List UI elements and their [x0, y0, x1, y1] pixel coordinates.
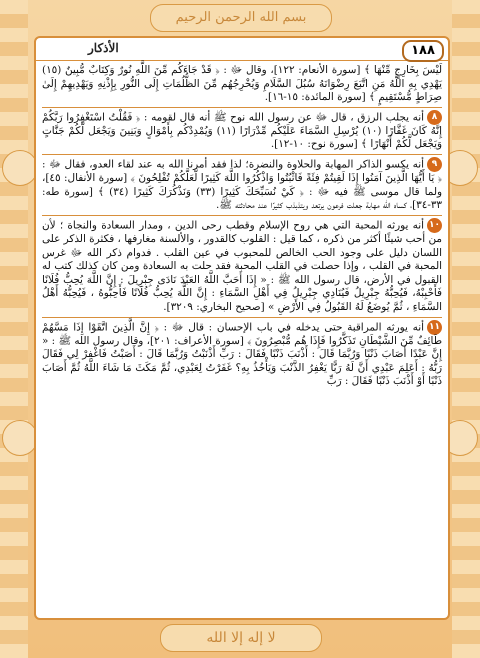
divider: [42, 215, 442, 216]
point-number: ٨: [427, 110, 442, 125]
paragraph-text: أنه يكسو الذاكر المهابة والحلاوة والنضرة؛ لذا فقد أمرنا الله به عند لقاء العدو، فقال ﷻ : ﴿ يَا أَيُّهَا الَّذِينَ آمَنُوا إِذَا لَقِيتُمْ فِئَةً فَاثْبُتُوا وَاذْكُرُوا اللَّهَ كَثِيرًا لَّعَلَّكُمْ تُفْلِحُونَ ﴾ [سورة الأنفال: ٤٥]، ولما قال موسى ﷺ فيه ﷻ : ﴿ كَيْ نُسَبِّحَكَ كَثِيرًا (٣٣) وَنَذْكُرَكَ كَثِيرًا (٣٤) ﴾ [سورة طه: ٣٣-٣٤]، كساه الله مهابة جعلت فرعون يرتعد ويتذبذب كثيرًا عند محادثته ﷺ.: [42, 158, 443, 212]
divider: [42, 317, 442, 318]
text-page: [34, 36, 450, 620]
divider: [42, 107, 442, 108]
left-emblem-bottom: [2, 420, 38, 456]
paragraph-text: أنه يورثه المحبة التي هي روح الإسلام وقطب رحى الدين ، ومدار السعادة والنجاة ؛ لأن من أحب شيئًا أكثر من ذكره ، كما قيل : القلوب كالقدور ، والألسنة مغارفها ، فكثرة الذكر على اللسان دليل على وجود الحب الخالص للمحبوب في عين القلب . فدوام ذكر الله ﷻ غرس المحبة في القلب ، وإذا حصلت في القلب المحبة فقد حلت به السعادة ومن كان كذلك كتب له القبول في الأرض، قال رسول الله ﷺ : « إِذَا أَحَبَّ اللَّهُ العَبْدَ نَادَى جِبْرِيلَ : إِنَّ اللَّهَ يُحِبُّ فُلَانًا فَأَحْبِبْهُ، فَيُحِبُّهُ جِبْرِيلُ فَيُنَادِي جِبْرِيلُ فِي أَهْلِ السَّمَاءِ : إِنَّ اللَّهَ يُحِبُّ فُلَانًا فَأَحِبُّوهُ ، فَيُحِبُّهُ أَهْلُ السَّمَاءِ ، ثُمَّ يُوضَعُ لَهُ القَبُولُ فِي الأَرْضِ » [صحيح البخاري: ٣٢٠٩].: [42, 219, 442, 313]
paragraph: [42, 110, 442, 152]
top-calligraphy-banner: بسم الله الرحمن الرحيم: [150, 4, 332, 32]
paragraph-text: لَيْسَ بِخَارِجٍ مِّنْهَا ﴾ [سورة الأنعام: ١٢٢]، وقال ﷻ : ﴿ قَدْ جَاءَكُم مِّنَ اللَّهِ نُورٌ وَكِتَابٌ مُّبِينٌ (١٥) يَهْدِي بِهِ اللَّهُ مَنِ اتَّبَعَ رِضْوَانَهُ سُبُلَ السَّلَامِ وَيُخْرِجُهُم مِّنَ الظُّلُمَاتِ إِلَى النُّورِ بِإِذْنِهِ وَيَهْدِيهِمْ إِلَىٰ صِرَاطٍ مُّسْتَقِيمٍ ﴾ [سورة المائدة: ١٥-١٦].: [42, 64, 442, 104]
paragraph-text: أنه يجلب الرزق ، قال ﷻ عن رسول الله نوح ﷺ أنه قال لقومه : ﴿ فَقُلْتُ اسْتَغْفِرُوا رَبَّكُمْ إِنَّهُ كَانَ غَفَّارًا (١٠) يُرْسِلِ السَّمَاءَ عَلَيْكُم مِّدْرَارًا (١١) وَيُمْدِدْكُم بِأَمْوَالٍ وَبَنِينَ وَيَجْعَل لَّكُمْ جَنَّاتٍ وَيَجْعَل لَّكُمْ أَنْهَارًا ﴾ [سورة نوح: ١٠-١٢].: [42, 111, 442, 151]
paragraph: [42, 157, 442, 213]
page-number: ١٨٨: [402, 40, 444, 62]
page-header: [36, 38, 448, 61]
bottom-calligraphy-banner: لا إله إلا الله: [160, 624, 322, 652]
point-number: ٩: [427, 157, 442, 172]
point-number: ١١: [427, 320, 442, 335]
paragraph: [42, 218, 442, 315]
left-ornament-border: [0, 0, 28, 658]
left-emblem-top: [2, 150, 38, 186]
point-number: ١٠: [427, 218, 442, 233]
page-body: [42, 64, 442, 614]
divider: [42, 154, 442, 155]
paragraph: [42, 320, 442, 389]
paragraph-text: أنه يورثه المراقبة حتى يدخله في باب الإحسان : قال ﷻ : ﴿ إِنَّ الَّذِينَ اتَّقَوْا إِذَا مَسَّهُمْ طَائِفٌ مِّنَ الشَّيْطَانِ تَذَكَّرُوا فَإِذَا هُم مُّبْصِرُونَ ﴾ [سورة الأعراف: ٢٠١]، وقال رسول الله ﷺ : « إِنَّ عَبْدًا أَصَابَ ذَنْبًا وَرُبَّمَا قَالَ : أَذْنَبَ ذَنْبًا فَقَالَ : رَبِّ أَذْنَبْتُ وَرُبَّمَا قَالَ : أَصَبْتُ فَاغْفِرْ لِي فَقَالَ رَبُّهُ : أَعَلِمَ عَبْدِي أَنَّ لَهُ رَبًّا يَغْفِرُ الذَّنْبَ وَيَأْخُذُ بِهِ؟ غَفَرْتُ لِعَبْدِي، ثُمَّ مَكَثَ مَا شَاءَ اللَّهُ ثُمَّ أَصَابَ ذَنْبًا أَوْ أَذْنَبَ ذَنْبًا فَقَالَ : رَبِّ: [42, 321, 442, 388]
paragraph: [42, 64, 442, 105]
right-ornament-border: [452, 0, 480, 658]
section-title: الأذكار: [88, 41, 119, 55]
